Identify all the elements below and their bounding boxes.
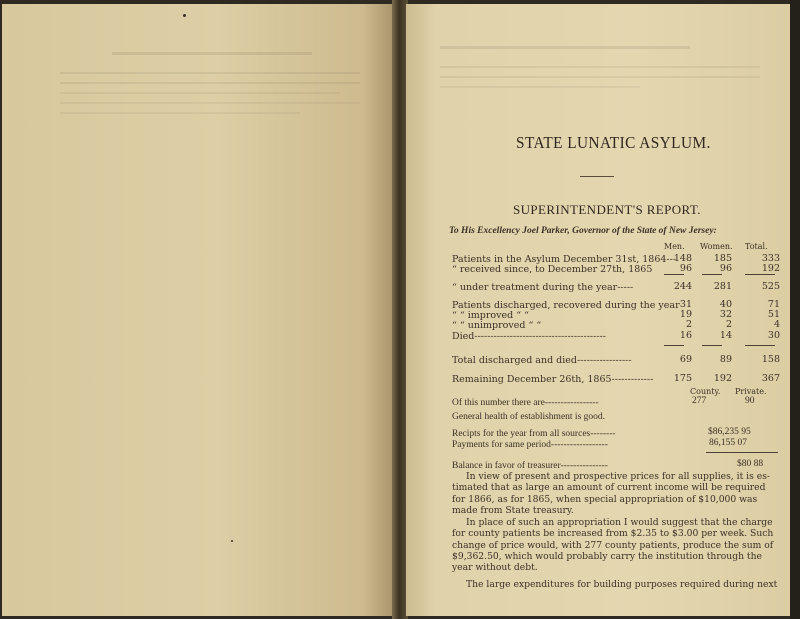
cell-men: 69 <box>679 354 692 365</box>
receipts-amount: $86,235 95 <box>708 427 751 437</box>
payments-label: Payments for same period------------------ <box>452 440 608 450</box>
report-subtitle: SUPERINTENDENT'S REPORT. <box>513 202 701 217</box>
left-page <box>2 4 394 616</box>
column-header-women: Women. <box>700 242 733 251</box>
row-label: “ received since, to December 27th, 1865 <box>452 264 653 275</box>
cell-men: 244 <box>673 281 692 292</box>
row-label: Total discharged and died----------------- <box>452 355 632 366</box>
cell-women: 89 <box>719 354 732 365</box>
column-header-men: Men. <box>664 242 685 251</box>
cell-total: 158 <box>761 354 780 365</box>
paragraph-line: $9,362.50, which would probably carry the institution through the <box>452 550 762 562</box>
table-row <box>452 264 778 276</box>
cell-total: 71 <box>767 299 780 310</box>
health-line: General health of establishment is good. <box>452 412 606 422</box>
row-label: Remaining December 26th, 1865------------- <box>452 374 654 385</box>
paragraph <box>452 579 786 590</box>
paragraph-line: change of price would, with 277 county patients, produce the sum of <box>452 539 774 551</box>
salutation: To His Excellency Joel Parker, Governor of the State of New Jersey: <box>449 226 717 236</box>
cell-men: 19 <box>679 309 692 320</box>
row-label: Patients in the Asylum December 31st, 1864--- <box>452 254 677 265</box>
cell-women: 96 <box>719 263 732 274</box>
balance-amount: $80 88 <box>737 459 764 469</box>
paragraph-line: In place of such an appropriation I would suggest that the charge <box>466 517 773 528</box>
finance-rule <box>706 452 778 453</box>
cell-women: 32 <box>719 309 732 320</box>
table-rule <box>702 274 722 275</box>
cell-total: 192 <box>761 263 780 274</box>
column-header-county: County. <box>690 387 721 396</box>
table-rule <box>745 345 775 346</box>
table-row <box>452 282 778 294</box>
cell-women: 281 <box>713 281 732 292</box>
table-row <box>452 331 778 343</box>
paragraph <box>452 471 786 516</box>
page-edge <box>790 0 800 619</box>
table-rule <box>745 274 775 275</box>
table-row <box>452 355 778 367</box>
table-rule <box>664 345 684 346</box>
row-label: Died----------------------------------------- <box>452 331 606 342</box>
ink-spot <box>231 540 233 542</box>
county-count: 277 <box>692 396 707 406</box>
page-title: STATE LUNATIC ASYLUM. <box>516 133 711 152</box>
cell-total: 4 <box>773 319 780 330</box>
cell-total: 51 <box>767 309 780 320</box>
paragraph-line: for county patients be increased from $2.35 to $3.00 per week. Such <box>452 528 774 540</box>
cell-women: 14 <box>719 330 732 341</box>
paragraph <box>452 517 786 573</box>
cell-men: 148 <box>673 253 692 264</box>
private-count: 90 <box>745 396 755 406</box>
cell-men: 16 <box>679 330 692 341</box>
row-label: “ “ improved “ “ <box>452 310 529 321</box>
paragraph-line: year without debt. <box>452 562 538 574</box>
column-header-private: Private. <box>735 387 767 396</box>
title-rule <box>580 176 614 177</box>
table-row <box>452 374 778 386</box>
receipts-label: Recipts for the year from all sources-------- <box>452 429 616 439</box>
balance-label: Balance in favor of treasurer--------------- <box>452 461 608 471</box>
paragraph-line: In view of present and prospective prices for all supplies, it is es- <box>466 471 771 482</box>
paragraph-line: The large expenditures for building purposes required during next <box>466 579 778 590</box>
column-header-total: Total. <box>745 242 768 251</box>
cell-women: 192 <box>713 373 732 384</box>
paragraph-line: for 1866, as for 1865, when special appropriation of $10,000 was <box>452 493 758 505</box>
cell-total: 30 <box>767 330 780 341</box>
ink-spot <box>183 14 186 17</box>
cell-total: 525 <box>761 281 780 292</box>
cell-women: 2 <box>725 319 732 330</box>
cell-men: 31 <box>679 299 692 310</box>
cell-women: 40 <box>719 299 732 310</box>
row-label: “ “ unimproved “ “ <box>452 320 542 331</box>
cell-women: 185 <box>713 253 732 264</box>
cell-men: 96 <box>679 263 692 274</box>
payments-amount: 86,155 07 <box>709 438 747 448</box>
paragraph-line: made from State treasury. <box>452 504 574 516</box>
table-rule <box>664 274 684 275</box>
table-rule <box>702 345 722 346</box>
cell-total: 333 <box>761 253 780 264</box>
row-label: Patients discharged, recovered during the year <box>452 300 680 311</box>
cell-men: 175 <box>673 373 692 384</box>
cell-total: 367 <box>761 373 780 384</box>
cell-men: 2 <box>685 319 692 330</box>
paragraph-line: timated that as large an amount of current income will be required <box>452 482 766 494</box>
row-label: “ under treatment during the year----- <box>452 282 634 293</box>
number-line-label: Of this number there are----------------- <box>452 398 599 408</box>
